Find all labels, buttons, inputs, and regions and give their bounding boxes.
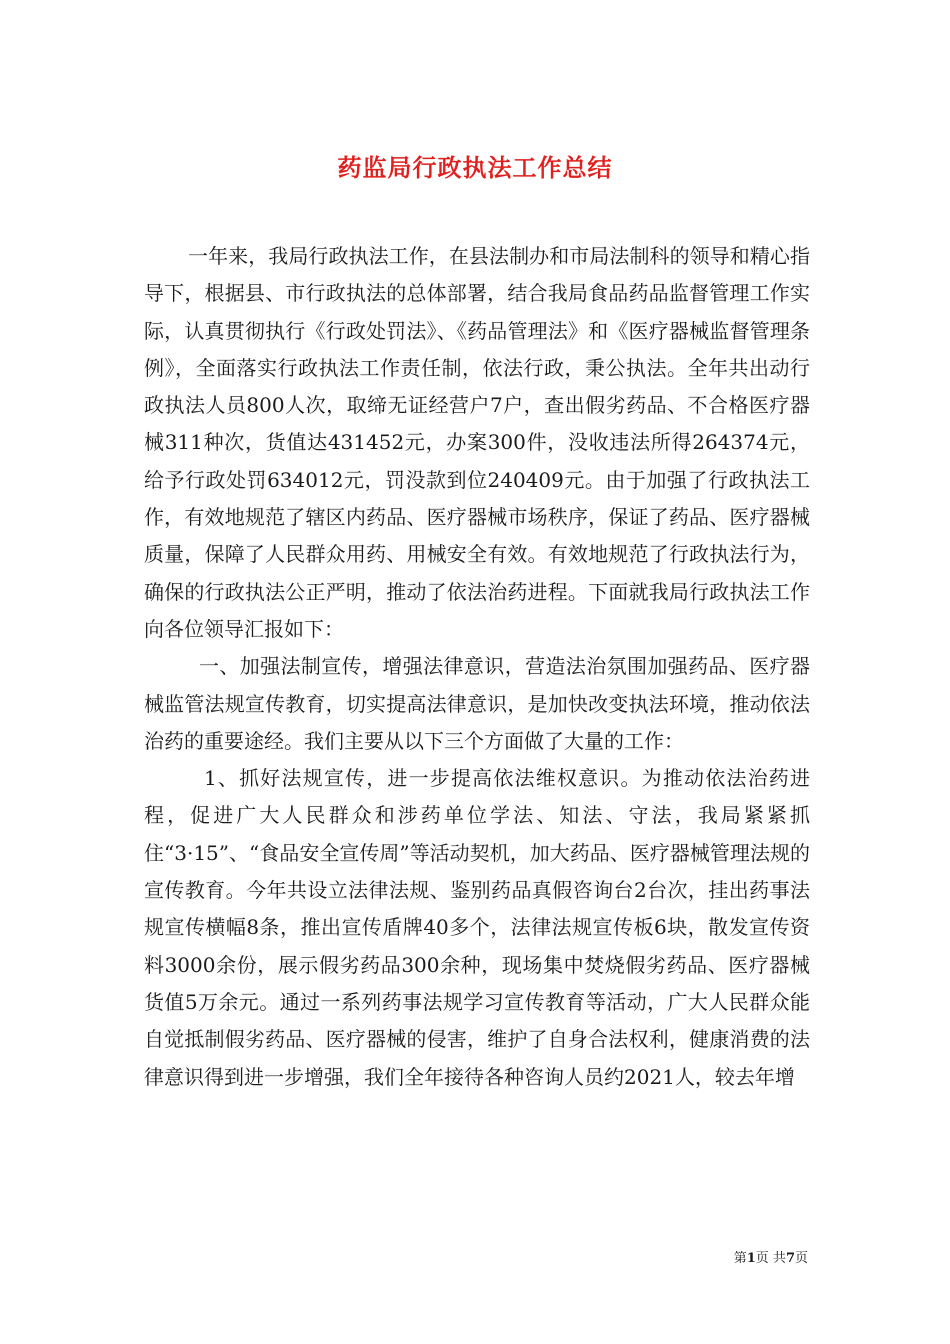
document-title: 药监局行政执法工作总结 xyxy=(337,153,613,183)
footer-total-pages: 7 xyxy=(785,1251,795,1266)
paragraph-intro: 一年来，我局行政执法工作，在县法制办和市局法制科的领导和精心指导下，根据县、市行政执法的总体部署，结合我局食品药品监督管理工作实际，认真贯彻执行《行政处罚法》、《药品管理法》和《医疗器械监督管理条例》，全面落实行政执法工作责任制，依法行政，秉公执法。全年共出动行政执法人员800人次，取缔无证经营户7户，查出假劣药品、不合格医疗器械311种次，货值达431452元，办案300件，没收违法所得264374元，给予行政处罚634012元，罚没款到位240409元。由于加强了行政执法工作，有效地规范了辖区内药品、医疗器械市场秩序，保证了药品、医疗器械质量，保障了人民群众用药、用械安全有效。有效地规范了行政执法行为，确保的行政执法公正严明，推动了依法治药进程。下面就我局行政执法工作向各位领导汇报如下： xyxy=(144,244,810,641)
footer-suffix: 页 xyxy=(794,1251,808,1266)
page-footer xyxy=(734,1247,808,1266)
footer-middle: 页 共 xyxy=(755,1251,786,1266)
paragraph-subsection-one: 1、抓好法规宣传，进一步提高依法维权意识。为推动依法治药进程，促进广大人民群众和涉药单位学法、知法、守法，我局紧紧抓住“3·15”、“食品安全宣传周”等活动契机，加大药品、医疗器械管理法规的宣传教育。今年共设立法律法规、鉴别药品真假咨询台2台次，挂出药事法规宣传横幅8条，推出宣传盾牌40多个，法律法规宣传板6块，散发宣传资料3000余份，展示假劣药品300余种，现场集中焚烧假劣药品、医疗器械货值5万余元。通过一系列药事法规学习宣传教育等活动，广大人民群众能自觉抵制假劣药品、医疗器械的侵害，维护了自身合法权利，健康消费的法律意识得到进一步增强，我们全年接待各种咨询人员约2021人，较去年增 xyxy=(144,766,810,1089)
footer-page-number: 1 xyxy=(746,1251,756,1266)
footer-prefix: 第 xyxy=(733,1251,747,1266)
document-body xyxy=(144,238,810,1096)
paragraph-section-one: 一、加强法制宣传，增强法律意识，营造法治氛围加强药品、医疗器械监管法规宣传教育，切实提高法律意识，是加快改变执法环境，推动依法治药的重要途经。我们主要从以下三个方面做了大量的工作： xyxy=(144,654,810,753)
